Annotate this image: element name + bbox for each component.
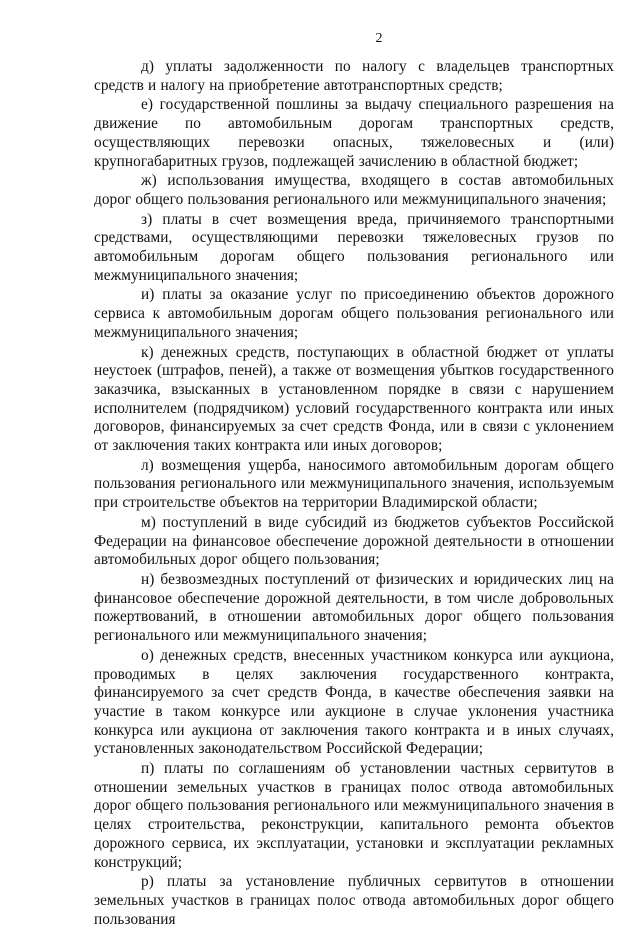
paragraph-p: п) платы по соглашениям об установлении частных сервитутов в отношении земельных участков в границах полос отвода автомобильных дорог общего пользования регионального или межмуниципального значения в целях строительства, реконструкции, капитального ремонта объектов дорожного сервиса, их эксплуатации, установки и эксплуатации рекламных конструкций; [94,760,614,871]
paragraph-k: к) денежных средств, поступающих в областной бюджет от уплаты неустоек (штрафов, пеней), а также от возмещения убытков государственного заказчика, взысканных в установленном порядке в связи с нарушением исполнителем (подрядчиком) условий государственного контракта или иных договоров, финансируемых за счет средств Фонда, или в связи с уклонением от заключения таких контракта или иных договоров; [94,343,614,455]
paragraph-n: н) безвозмездных поступлений от физических и юридических лиц на финансовое обеспечение дорожной деятельности, в том числе добровольных пожертвований, в отношении автомобильных дорог общего пользования регионального или межмуниципального значения; [94,570,614,645]
page-number: 2 [375,31,383,46]
paragraph-o: о) денежных средств, внесенных участником конкурса или аукциона, проводимых в целях заключения государственного контракта, финансируемого за счет средств Фонда, в качестве обеспечения заявки на участие в таком конкурсе или аукционе в случае уклонения участника конкурса или аукциона от заключения такого контракта и в иных случаях, установленных законодательством Российской Федерации; [94,646,614,758]
paragraph-r: р) платы за установление публичных сервитутов в отношении земельных участков в границах полос отвода автомобильных дорог общего пользования [94,873,614,928]
paragraph-l: л) возмещения ущерба, наносимого автомобильным дорогам общего пользования регионального или межмуниципального значения, используемым при строительстве объектов на территории Владимирской области; [94,456,614,512]
paragraph-e: е) государственной пошлины за выдачу специального разрешения на движение по автомобильным дорогам транспортных средств, осуществляющих перевозки опасных, тяжеловесных и (или) крупногабаритных грузов, подлежащей зачислению в областной бюджет; [94,96,614,170]
paragraph-d: д) уплаты задолженности по налогу с владельцев транспортных средств и налогу на приобретение автотранспортных средств; [94,58,614,94]
paragraph-m: м) поступлений в виде субсидий из бюджетов субъектов Российской Федерации на финансовое обеспечение дорожной деятельности в отношении автомобильных дорог общего пользования; [94,513,614,569]
paragraph-z: з) платы в счет возмещения вреда, причиняемого транспортными средствами, осуществляющими перевозки тяжеловесных грузов по автомобильным дорогам общего пользования регионального или межмуниципального значения; [94,210,614,284]
paragraph-i: и) платы за оказание услуг по присоединению объектов дорожного сервиса к автомобильным дорогам общего пользования регионального или межмуниципального значения; [94,286,614,341]
paragraph-zh: ж) использования имущества, входящего в состав автомобильных дорог общего пользования регионального или межмуниципального значения; [94,172,614,208]
